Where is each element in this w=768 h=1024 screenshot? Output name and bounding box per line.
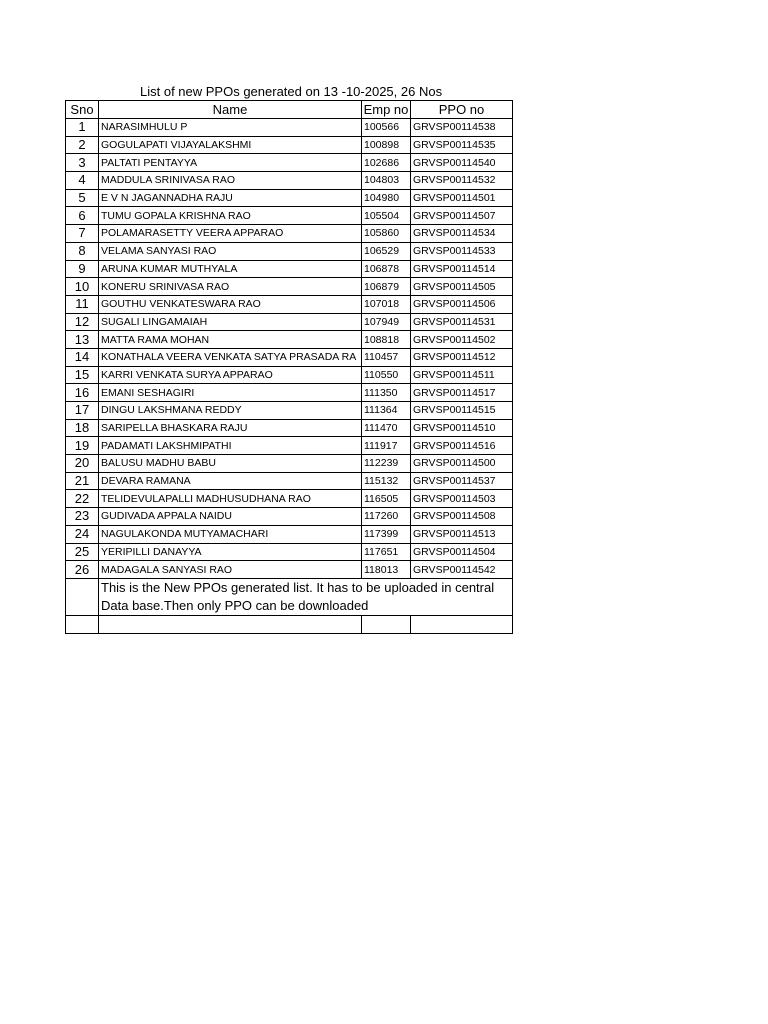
row-emp-no: 106879 xyxy=(362,278,411,296)
row-sno: 17 xyxy=(66,402,99,420)
row-ppo-no: GRVSP00114503 xyxy=(411,490,513,508)
table-row xyxy=(66,225,513,243)
table-row xyxy=(66,154,513,172)
row-sno: 16 xyxy=(66,384,99,402)
row-ppo-no: GRVSP00114502 xyxy=(411,331,513,349)
empty-cell xyxy=(411,615,513,633)
row-sno: 11 xyxy=(66,295,99,313)
row-sno: 15 xyxy=(66,366,99,384)
row-ppo-no: GRVSP00114501 xyxy=(411,189,513,207)
row-name: EMANI SESHAGIRI xyxy=(99,384,362,402)
row-name: GOGULAPATI VIJAYALAKSHMI xyxy=(99,136,362,154)
row-sno: 23 xyxy=(66,508,99,526)
row-emp-no: 104803 xyxy=(362,172,411,190)
table-row xyxy=(66,260,513,278)
row-name: POLAMARASETTY VEERA APPARAO xyxy=(99,225,362,243)
row-name: MATTA RAMA MOHAN xyxy=(99,331,362,349)
row-name: KARRI VENKATA SURYA APPARAO xyxy=(99,366,362,384)
row-sno: 20 xyxy=(66,455,99,473)
table-row xyxy=(66,207,513,225)
row-emp-no: 116505 xyxy=(362,490,411,508)
row-name: ARUNA KUMAR MUTHYALA xyxy=(99,260,362,278)
row-ppo-no: GRVSP00114532 xyxy=(411,172,513,190)
row-name: SARIPELLA BHASKARA RAJU xyxy=(99,419,362,437)
table-row xyxy=(66,119,513,137)
table-row xyxy=(66,508,513,526)
row-name: BALUSU MADHU BABU xyxy=(99,455,362,473)
row-ppo-no: GRVSP00114516 xyxy=(411,437,513,455)
document-title: List of new PPOs generated on 13 -10-2025, 26 Nos xyxy=(140,84,443,99)
row-sno: 22 xyxy=(66,490,99,508)
row-name: NAGULAKONDA MUTYAMACHARI xyxy=(99,525,362,543)
row-sno: 14 xyxy=(66,348,99,366)
row-emp-no: 107949 xyxy=(362,313,411,331)
row-name: MADAGALA SANYASI RAO xyxy=(99,561,362,579)
row-emp-no: 100566 xyxy=(362,119,411,137)
row-name: TUMU GOPALA KRISHNA RAO xyxy=(99,207,362,225)
row-ppo-no: GRVSP00114540 xyxy=(411,154,513,172)
row-sno: 24 xyxy=(66,525,99,543)
empty-row xyxy=(66,615,513,633)
row-emp-no: 111350 xyxy=(362,384,411,402)
row-name: GOUTHU VENKATESWARA RAO xyxy=(99,295,362,313)
row-name: DINGU LAKSHMANA REDDY xyxy=(99,402,362,420)
table-row xyxy=(66,331,513,349)
row-emp-no: 105504 xyxy=(362,207,411,225)
row-name: PALTATI PENTAYYA xyxy=(99,154,362,172)
ppo-table xyxy=(65,100,513,634)
row-ppo-no: GRVSP00114500 xyxy=(411,455,513,473)
row-emp-no: 111917 xyxy=(362,437,411,455)
table-row xyxy=(66,561,513,579)
row-name: YERIPILLI DANAYYA xyxy=(99,543,362,561)
table-row xyxy=(66,472,513,490)
row-name: NARASIMHULU P xyxy=(99,119,362,137)
row-ppo-no: GRVSP00114533 xyxy=(411,242,513,260)
table-row xyxy=(66,437,513,455)
row-emp-no: 106878 xyxy=(362,260,411,278)
empty-cell xyxy=(66,615,99,633)
row-emp-no: 115132 xyxy=(362,472,411,490)
empty-cell xyxy=(362,615,411,633)
row-emp-no: 102686 xyxy=(362,154,411,172)
row-sno: 4 xyxy=(66,172,99,190)
table-row xyxy=(66,419,513,437)
table-row xyxy=(66,455,513,473)
row-name: GUDIVADA APPALA NAIDU xyxy=(99,508,362,526)
row-ppo-no: GRVSP00114505 xyxy=(411,278,513,296)
row-emp-no: 111470 xyxy=(362,419,411,437)
row-name: DEVARA RAMANA xyxy=(99,472,362,490)
row-name: SUGALI LINGAMAIAH xyxy=(99,313,362,331)
row-sno: 9 xyxy=(66,260,99,278)
table-row xyxy=(66,295,513,313)
header-emp-no: Emp no xyxy=(362,101,411,119)
row-emp-no: 118013 xyxy=(362,561,411,579)
header-ppo-no: PPO no xyxy=(411,101,513,119)
row-emp-no: 117260 xyxy=(362,508,411,526)
row-ppo-no: GRVSP00114542 xyxy=(411,561,513,579)
row-sno: 18 xyxy=(66,419,99,437)
row-sno: 7 xyxy=(66,225,99,243)
row-ppo-no: GRVSP00114517 xyxy=(411,384,513,402)
row-ppo-no: GRVSP00114506 xyxy=(411,295,513,313)
row-name: MADDULA SRINIVASA RAO xyxy=(99,172,362,190)
row-name: TELIDEVULAPALLI MADHUSUDHANA RAO xyxy=(99,490,362,508)
row-name: KONERU SRINIVASA RAO xyxy=(99,278,362,296)
table-body xyxy=(66,119,513,579)
row-ppo-no: GRVSP00114508 xyxy=(411,508,513,526)
row-emp-no: 117399 xyxy=(362,525,411,543)
row-emp-no: 110550 xyxy=(362,366,411,384)
row-ppo-no: GRVSP00114538 xyxy=(411,119,513,137)
table-row xyxy=(66,172,513,190)
table-row xyxy=(66,543,513,561)
row-emp-no: 110457 xyxy=(362,348,411,366)
row-emp-no: 105860 xyxy=(362,225,411,243)
row-ppo-no: GRVSP00114514 xyxy=(411,260,513,278)
row-sno: 2 xyxy=(66,136,99,154)
table-row xyxy=(66,278,513,296)
row-ppo-no: GRVSP00114537 xyxy=(411,472,513,490)
row-emp-no: 107018 xyxy=(362,295,411,313)
row-sno: 3 xyxy=(66,154,99,172)
row-emp-no: 104980 xyxy=(362,189,411,207)
table-row xyxy=(66,136,513,154)
table-row xyxy=(66,384,513,402)
row-emp-no: 112239 xyxy=(362,455,411,473)
row-name: E V N JAGANNADHA RAJU xyxy=(99,189,362,207)
row-ppo-no: GRVSP00114513 xyxy=(411,525,513,543)
note-row xyxy=(66,578,513,615)
row-sno: 21 xyxy=(66,472,99,490)
row-sno: 6 xyxy=(66,207,99,225)
row-name: KONATHALA VEERA VENKATA SATYA PRASADA RA xyxy=(99,348,362,366)
table-row xyxy=(66,490,513,508)
row-ppo-no: GRVSP00114511 xyxy=(411,366,513,384)
table-row xyxy=(66,402,513,420)
table-row xyxy=(66,313,513,331)
row-sno: 13 xyxy=(66,331,99,349)
row-ppo-no: GRVSP00114515 xyxy=(411,402,513,420)
row-sno: 1 xyxy=(66,119,99,137)
row-ppo-no: GRVSP00114535 xyxy=(411,136,513,154)
row-sno: 10 xyxy=(66,278,99,296)
row-sno: 12 xyxy=(66,313,99,331)
header-name: Name xyxy=(99,101,362,119)
note-text: This is the New PPOs generated list. It has to be uploaded in central Data base.Then only PPO can be downloaded xyxy=(99,578,513,615)
row-sno: 26 xyxy=(66,561,99,579)
table-row xyxy=(66,366,513,384)
row-sno: 8 xyxy=(66,242,99,260)
table-row xyxy=(66,525,513,543)
table-row xyxy=(66,242,513,260)
row-ppo-no: GRVSP00114510 xyxy=(411,419,513,437)
row-emp-no: 117651 xyxy=(362,543,411,561)
table-row xyxy=(66,348,513,366)
table-header-row xyxy=(66,101,513,119)
row-ppo-no: GRVSP00114507 xyxy=(411,207,513,225)
empty-cell xyxy=(99,615,362,633)
row-name: PADAMATI LAKSHMIPATHI xyxy=(99,437,362,455)
row-ppo-no: GRVSP00114504 xyxy=(411,543,513,561)
row-sno: 5 xyxy=(66,189,99,207)
header-sno: Sno xyxy=(66,101,99,119)
row-sno: 19 xyxy=(66,437,99,455)
row-name: VELAMA SANYASI RAO xyxy=(99,242,362,260)
row-emp-no: 108818 xyxy=(362,331,411,349)
row-ppo-no: GRVSP00114534 xyxy=(411,225,513,243)
row-ppo-no: GRVSP00114512 xyxy=(411,348,513,366)
note-sno-cell xyxy=(66,578,99,615)
row-emp-no: 106529 xyxy=(362,242,411,260)
row-sno: 25 xyxy=(66,543,99,561)
row-emp-no: 100898 xyxy=(362,136,411,154)
table-row xyxy=(66,189,513,207)
row-emp-no: 111364 xyxy=(362,402,411,420)
row-ppo-no: GRVSP00114531 xyxy=(411,313,513,331)
